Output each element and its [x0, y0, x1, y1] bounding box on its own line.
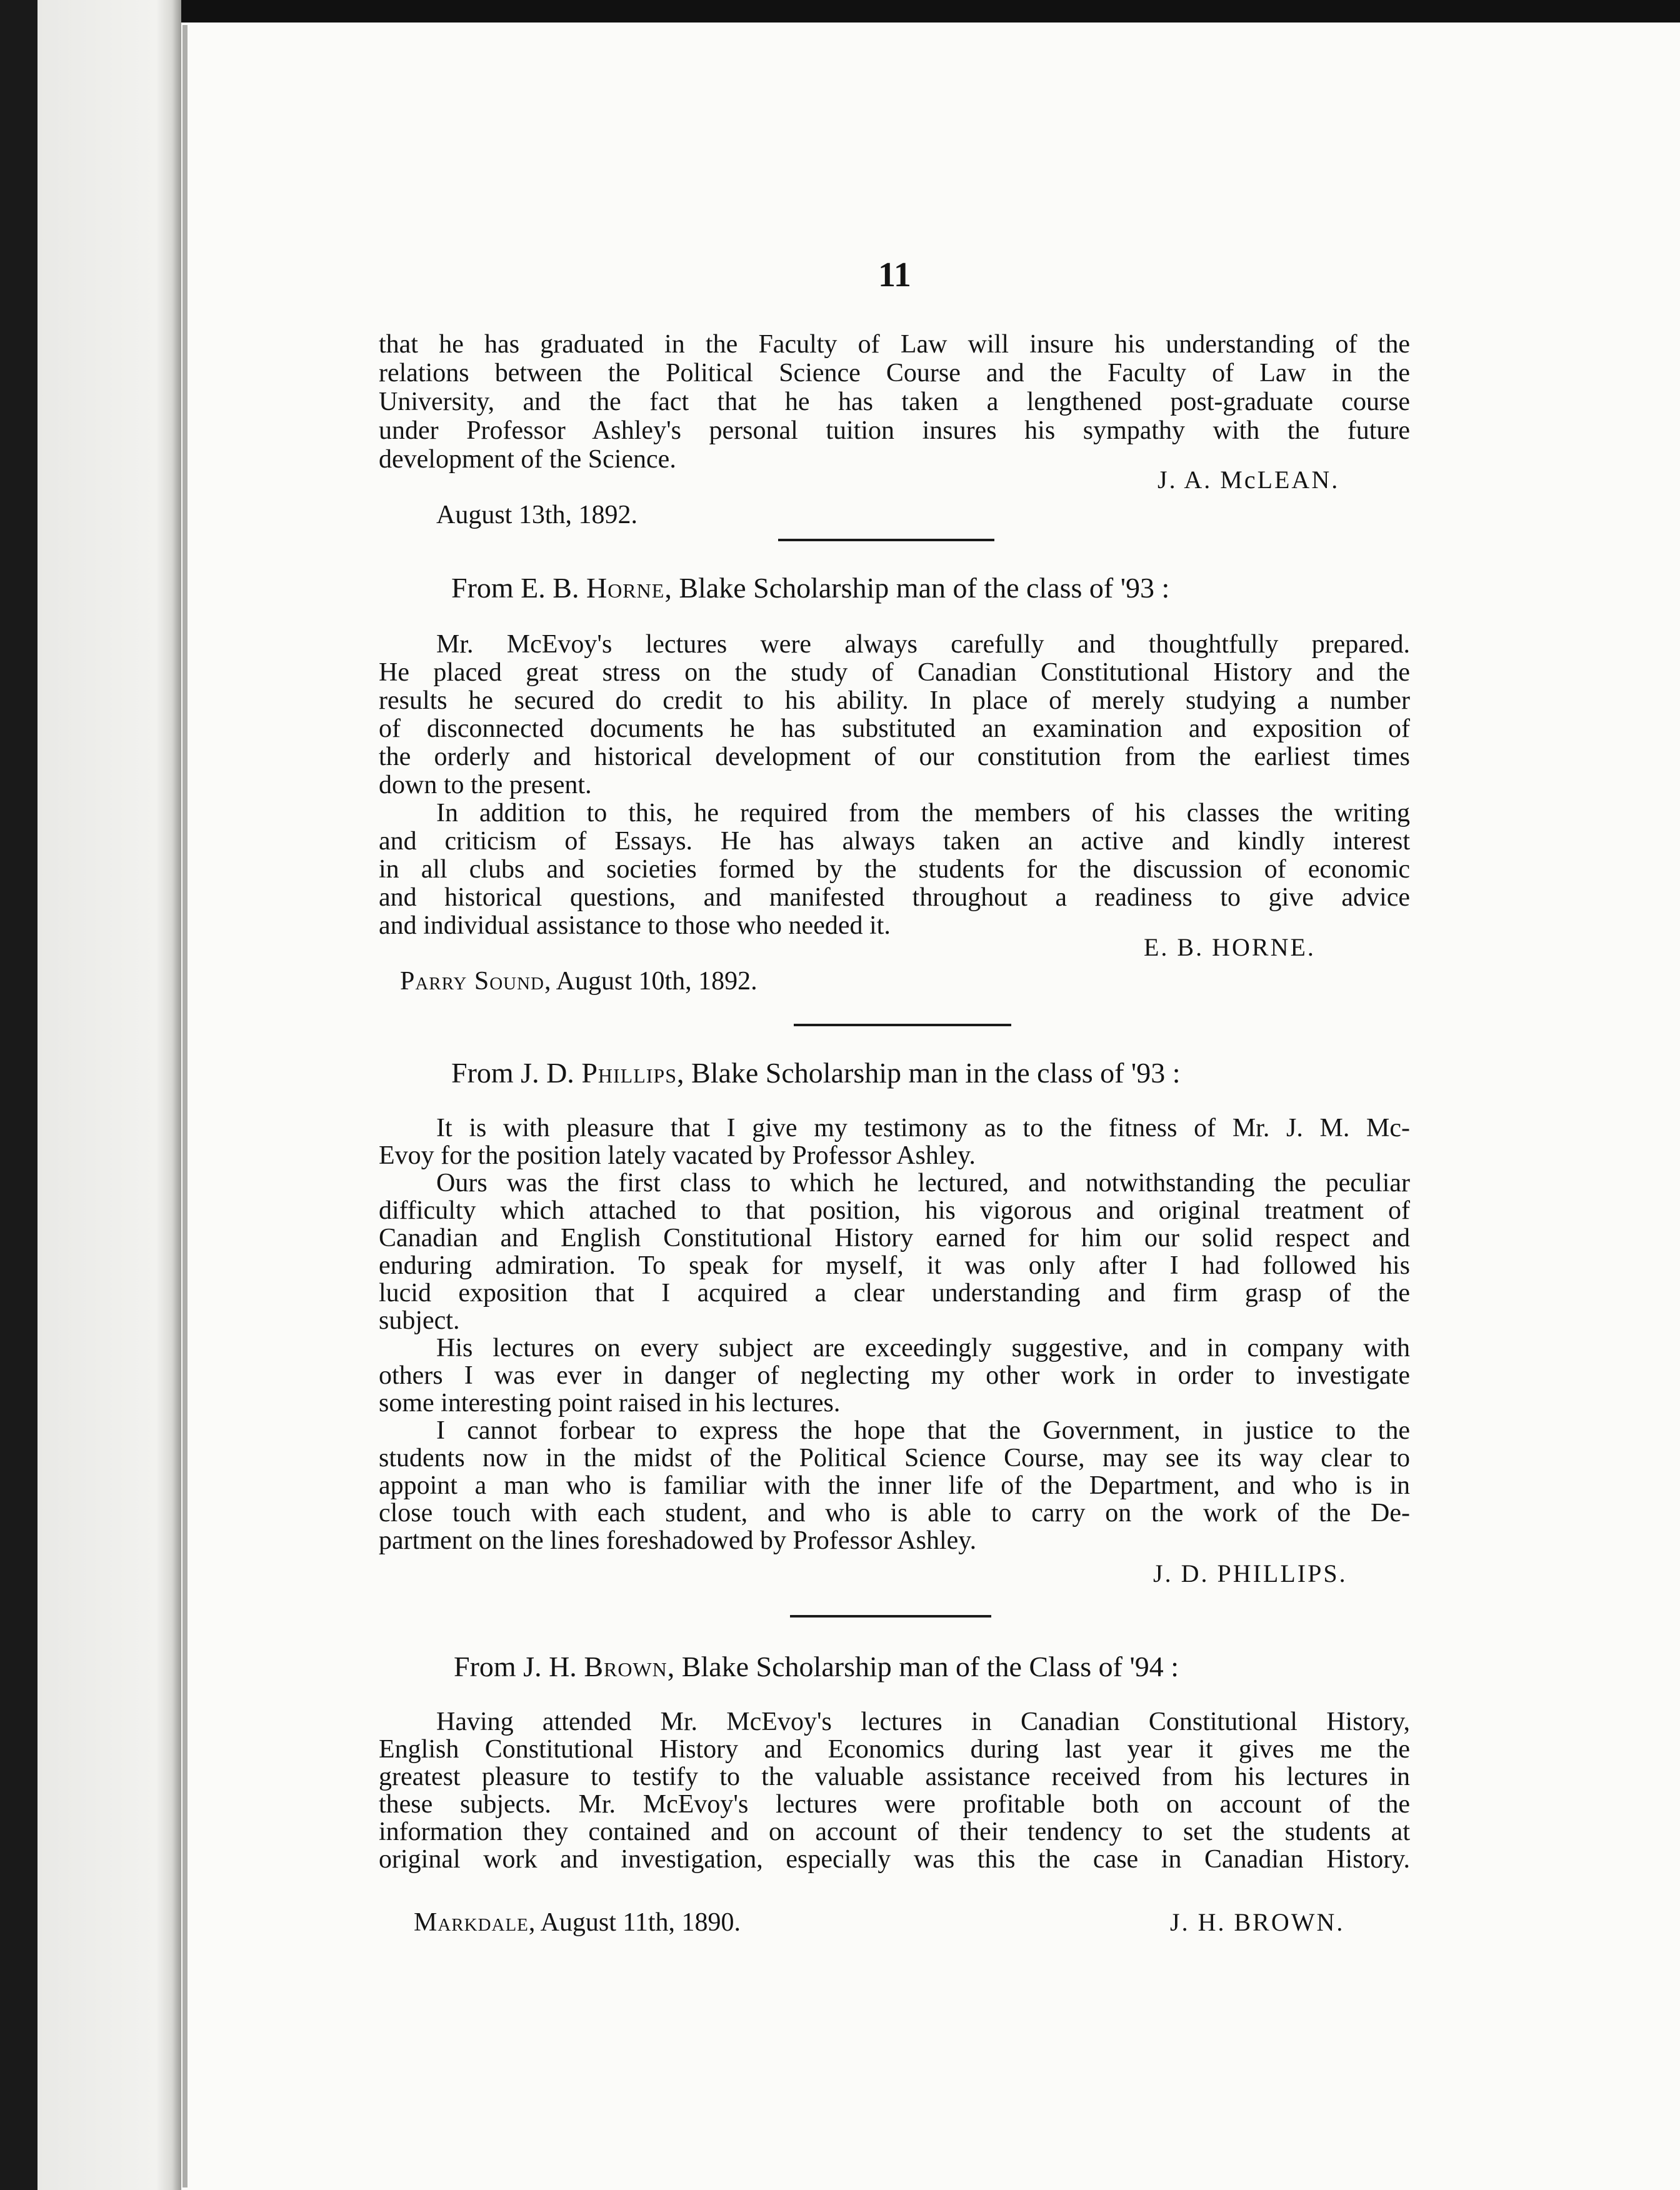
- letter-line: and criticism of Essays. He has always taken an active and kindly interest: [379, 827, 1410, 856]
- letter-line: under Professor Ashley's personal tuition insures his sympathy with the future: [379, 416, 1410, 445]
- letter-line: English Constitutional History and Economics during last year it gives me the: [379, 1735, 1410, 1764]
- letter-line: relations between the Political Science Course and the Faculty of Law in the: [379, 359, 1410, 388]
- letter-date: August 13th, 1892.: [436, 501, 638, 529]
- heading-prefix: From J. H.: [454, 1651, 584, 1682]
- section-divider: [790, 1615, 991, 1618]
- letter-line: It is with pleasure that I give my testimony as to the fitness of Mr. J. M. Mc-: [436, 1114, 1410, 1142]
- letter-line: partment on the lines foreshadowed by Professor Ashley.: [379, 1526, 977, 1555]
- letter-date: [400, 966, 758, 996]
- letter-line: His lectures on every subject are exceedingly suggestive, and in company with: [436, 1334, 1410, 1362]
- letter-line: the orderly and historical development of our constitution from the earliest times: [379, 742, 1410, 771]
- letter-line: greatest pleasure to testify to the valuable assistance received from his lectures in: [379, 1762, 1410, 1791]
- heading-name: Horne: [586, 572, 665, 604]
- letter-heading: [451, 1056, 1181, 1089]
- letter-line: students now in the midst of the Political Science Course, may see its way clear to: [379, 1444, 1410, 1472]
- heading-suffix: , Blake Scholarship man of the class of '93 :: [664, 572, 1170, 604]
- date-text: , August 11th, 1890.: [528, 1908, 741, 1937]
- letter-line: Having attended Mr. McEvoy's lectures in Canadian Constitutional History,: [436, 1708, 1410, 1736]
- section-divider: [778, 539, 994, 541]
- letter-line: Ours was the first class to which he lectured, and notwithstanding the peculiar: [436, 1169, 1410, 1198]
- letter-line: these subjects. Mr. McEvoy's lectures were profitable both on account of the: [379, 1790, 1410, 1819]
- page-number: 11: [878, 256, 911, 294]
- letter-heading: [454, 1650, 1179, 1683]
- letter-line: In addition to this, he required from the members of his classes the writing: [436, 799, 1410, 828]
- signature: J. D. PHILLIPS.: [1153, 1559, 1348, 1588]
- letter-line: subject.: [379, 1306, 460, 1335]
- heading-name: Phillips: [581, 1057, 678, 1089]
- letter-line: University, and the fact that he has taken a lengthened post-graduate course: [379, 388, 1410, 416]
- signature: J. A. McLEAN.: [1158, 466, 1340, 494]
- letter-line: results he secured do credit to his ability. In place of merely studying a number: [379, 686, 1410, 715]
- letter-date: [414, 1908, 741, 1938]
- date-text: , August 10th, 1892.: [544, 967, 758, 996]
- letter-line: information they contained and on account of their tendency to set the students at: [379, 1818, 1410, 1846]
- letter-line: close touch with each student, and who is able to carry on the work of the De-: [379, 1499, 1410, 1528]
- letter-line: in all clubs and societies formed by the students for the discussion of economic: [379, 855, 1410, 884]
- letter-line: development of the Science.: [379, 445, 676, 474]
- letter-line: Mr. McEvoy's lectures were always carefully and thoughtfully prepared.: [436, 630, 1410, 659]
- letter-line: I cannot forbear to express the hope that the Government, in justice to the: [436, 1416, 1410, 1445]
- letter-line: some interesting point raised in his lectures.: [379, 1389, 841, 1418]
- letter-line: Canadian and English Constitutional History earned for him our solid respect and: [379, 1224, 1410, 1252]
- letter-line: original work and investigation, especially was this the case in Canadian History.: [379, 1845, 1410, 1874]
- heading-name: Brown: [584, 1651, 668, 1682]
- letter-line: and historical questions, and manifested throughout a readiness to give advice: [379, 883, 1410, 912]
- signature: J. H. BROWN.: [1170, 1908, 1345, 1936]
- letter-line: that he has graduated in the Faculty of Law will insure his understanding of the: [379, 330, 1410, 359]
- letter-heading: [451, 571, 1169, 604]
- letter-line: and individual assistance to those who needed it.: [379, 911, 891, 940]
- section-divider: [794, 1024, 1011, 1026]
- letter-line: lucid exposition that I acquired a clear understanding and firm grasp of the: [379, 1279, 1410, 1308]
- letter-line: of disconnected documents he has substituted an examination and exposition of: [379, 714, 1410, 743]
- letter-line: difficulty which attached to that position, his vigorous and original treatment of: [379, 1196, 1410, 1225]
- letter-line: appoint a man who is familiar with the inner life of the Department, and who is in: [379, 1471, 1410, 1500]
- date-place: Markdale: [414, 1908, 529, 1937]
- heading-prefix: From E. B.: [451, 572, 586, 604]
- letter-line: Evoy for the position lately vacated by Professor Ashley.: [379, 1141, 976, 1170]
- letter-line: down to the present.: [379, 771, 592, 799]
- heading-suffix: , Blake Scholarship man in the class of '93 :: [677, 1057, 1181, 1089]
- heading-suffix: , Blake Scholarship man of the Class of '94 :: [667, 1651, 1179, 1682]
- letter-line: He placed great stress on the study of Canadian Constitutional History and the: [379, 658, 1410, 687]
- signature: E. B. HORNE.: [1144, 933, 1316, 961]
- date-place: Parry Sound: [400, 967, 544, 996]
- heading-prefix: From J. D.: [451, 1057, 582, 1089]
- letter-line: others I was ever in danger of neglecting my other work in order to investigate: [379, 1361, 1410, 1390]
- letter-line: enduring admiration. To speak for myself, it was only after I had followed his: [379, 1251, 1410, 1280]
